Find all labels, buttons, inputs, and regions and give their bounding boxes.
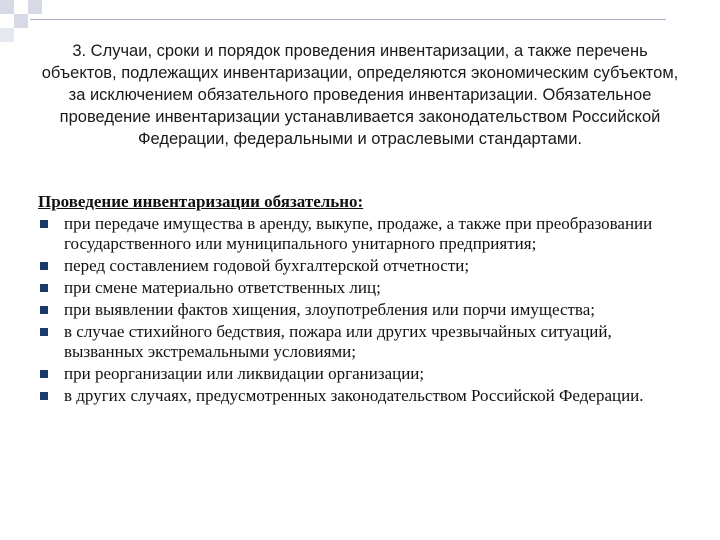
decor-square xyxy=(0,0,14,14)
list-item xyxy=(38,364,678,384)
list-item-text: в других случаях, предусмотренных законодательством Российской Федерации. xyxy=(64,386,644,405)
list-item-text: при смене материально ответственных лиц; xyxy=(64,278,381,297)
decor-square xyxy=(0,28,14,42)
decor-line xyxy=(30,19,666,20)
bullet-list xyxy=(38,214,678,406)
intro-paragraph: 3. Случаи, сроки и порядок проведения инвентаризации, а также перечень объектов, подлежащих инвентаризации, определяются экономическим субъектом, за исключением обязательного проведения инвентаризации. Обязательное проведение инвентаризации устанавливается законодательством Российской Федерации, федеральными и отраслевыми стандартами. xyxy=(41,42,679,148)
list-item xyxy=(38,322,678,362)
square-bullet-icon xyxy=(40,220,48,228)
square-bullet-icon xyxy=(40,284,48,292)
section-heading: Проведение инвентаризации обязательно: xyxy=(38,192,364,211)
list-item-text: при реорганизации или ликвидации организации; xyxy=(64,364,425,383)
square-bullet-icon xyxy=(40,370,48,378)
square-bullet-icon xyxy=(40,392,48,400)
list-item xyxy=(38,300,678,320)
list-item xyxy=(38,214,678,254)
decor-square xyxy=(14,14,28,28)
mandatory-section xyxy=(38,192,678,408)
square-bullet-icon xyxy=(40,262,48,270)
list-item-text: перед составлением годовой бухгалтерской отчетности; xyxy=(64,256,470,275)
square-bullet-icon xyxy=(40,306,48,314)
list-item xyxy=(38,256,678,276)
list-item-text: при выявлении фактов хищения, злоупотребления или порчи имущества; xyxy=(64,300,596,319)
list-item xyxy=(38,278,678,298)
square-bullet-icon xyxy=(40,328,48,336)
decor-square xyxy=(28,0,42,14)
list-item-text: в случае стихийного бедствия, пожара или других чрезвычайных ситуаций, вызванных экстремальными условиями; xyxy=(64,322,612,361)
corner-decoration xyxy=(0,0,60,40)
list-item xyxy=(38,386,678,406)
list-item-text: при передаче имущества в аренду, выкупе, продаже, а также при преобразовании государственного или муниципального унитарного предприятия; xyxy=(64,214,653,253)
